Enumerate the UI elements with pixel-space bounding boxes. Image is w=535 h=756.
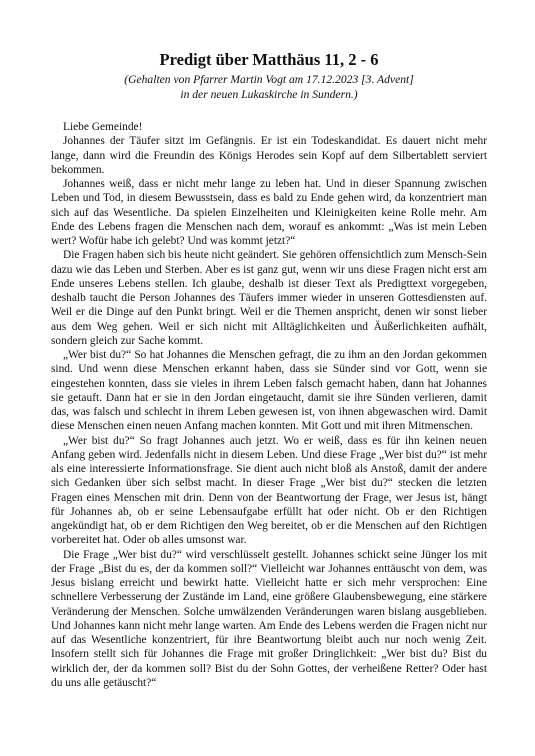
sermon-title: Predigt über Matthäus 11, 2 - 6 [159,50,379,69]
body-paragraph: „Wer bist du?“ So fragt Johannes auch jetzt. Wo er weiß, dass es für ihn keinen neuen Anfang geben wird. Jedenfalls nicht in diesem Leben. Und diese Frage „Wer bist du?“ ist mehr als eine interessierte Informationsfrage. Sie dient auch nicht bloß als Anstoß, damit der andere sich Gedanken über sich selbst macht. In dieser Frage „Wer bist du?“ stecken die letzten Fragen eines Menschen mit drin. Denn von der Beantwortung der Frage, wer Jesus ist, hängt für Johannes ab, ob er seine Lebensaufgabe erfüllt hat oder nicht. Ob er den Richtigen angekündigt hat, ob er dem Richtigen den Weg bereitet, ob er die Menschen auf den Richtigen vorbereitet hat. Oder ob alles umsonst war. [51,434,487,547]
sermon-body [51,120,487,690]
body-paragraph: Johannes der Täufer sitzt im Gefängnis. Er ist ein Todeskandidat. Es dauert nicht mehr lange, dann wird die Freundin des Königs Herodes sein Kopf auf dem Silbertablett serviert bekommen. [51,135,487,176]
salutation-paragraph: Liebe Gemeinde! [63,121,143,133]
body-paragraph: Die Frage „Wer bist du?“ wird verschlüsselt gestellt. Johannes schickt seine Jünger los mit der Frage „Bist du es, der da kommen soll?“ Vielleicht war Johannes enttäuscht von dem, was Jesus bislang erreicht und bewirkt hatte. Vielleicht hatte er sich mehr versprochen: Eine schnellere Verbesserung der Zustände im Land, eine größere Glaubensbewegung, eine stärkere Veränderung der Menschen. Solche umwälzenden Veränderungen waren bislang ausgeblieben. Und Johannes kann nicht mehr lange warten. Am Ende des Lebens werden die Fragen nicht nur auf das Wesentliche konzentriert, für ihre Beantwortung bleibt auch nur noch wenig Zeit. Insofern stellt sich für Johannes die Frage mit großer Dringlichkeit: „Wer bist du? Bist du wirklich der, der da kommen soll? Bist du der Sohn Gottes, der verheißene Retter? Oder hast du uns alle getäuscht?“ [51,548,487,689]
sermon-subtitle-line-2: in der neuen Lukaskirche in Sundern.) [180,88,358,101]
body-paragraph: Johannes weiß, dass er nicht mehr lange zu leben hat. Und in dieser Spannung zwischen Leben und Tod, in diesem Bewusstsein, dass es bald zu Ende gehen wird, da konzentriert man sich auf das Wesentliche. Da spielen Einzelheiten und Kleinigkeiten keine Rolle mehr. Am Ende des Lebens fragen die Menschen nach dem, worauf es ankommt: „Was ist mein Leben wert? Wofür habe ich gelebt? Und was kommt jetzt?“ [51,178,487,247]
body-paragraph: „Wer bist du?“ So hat Johannes die Menschen gefragt, die zu ihm an den Jordan gekommen sind. Und wenn diese Menschen erkannt haben, dass sie Sünder sind vor Gott, wenn sie eingestehen konnten, dass sie vieles in ihrem Leben falsch gemacht haben, dann hat Johannes sie getauft. Dann hat er sie in den Jordan eingetaucht, damit sie ihre Sünden verlieren, damit das, was falsch und schlecht in ihrem Leben gewesen ist, von ihnen abgewaschen wird. Damit diese Menschen einen neuen Anfang machen konnten. Mit Gott und mit ihren Mitmenschen. [51,349,487,433]
body-paragraph: Die Fragen haben sich bis heute nicht geändert. Sie gehören offensichtlich zum Mensch-Sein dazu wie das Leben und Sterben. Aber es ist ganz gut, wenn wir uns diese Fragen nicht erst am Ende unseres Lebens stellen. Ich glaube, deshalb ist dieser Text als Predigttext vorgegeben, deshalb taucht die Person Johannes des Täufers immer wieder in unseren Gottesdiensten auf. Weil er die Dinge auf den Punkt bringt. Weil er die Themen anspricht, denen wir sonst lieber aus dem Weg gehen. Weil er sich nicht mit Alltäglichkeiten und Äußerlichkeiten aufhält, sondern gleich zur Sache kommt. [51,249,487,347]
sermon-subtitle-line-1: (Gehalten von Pfarrer Martin Vogt am 17.12.2023 [3. Advent] [124,73,414,86]
